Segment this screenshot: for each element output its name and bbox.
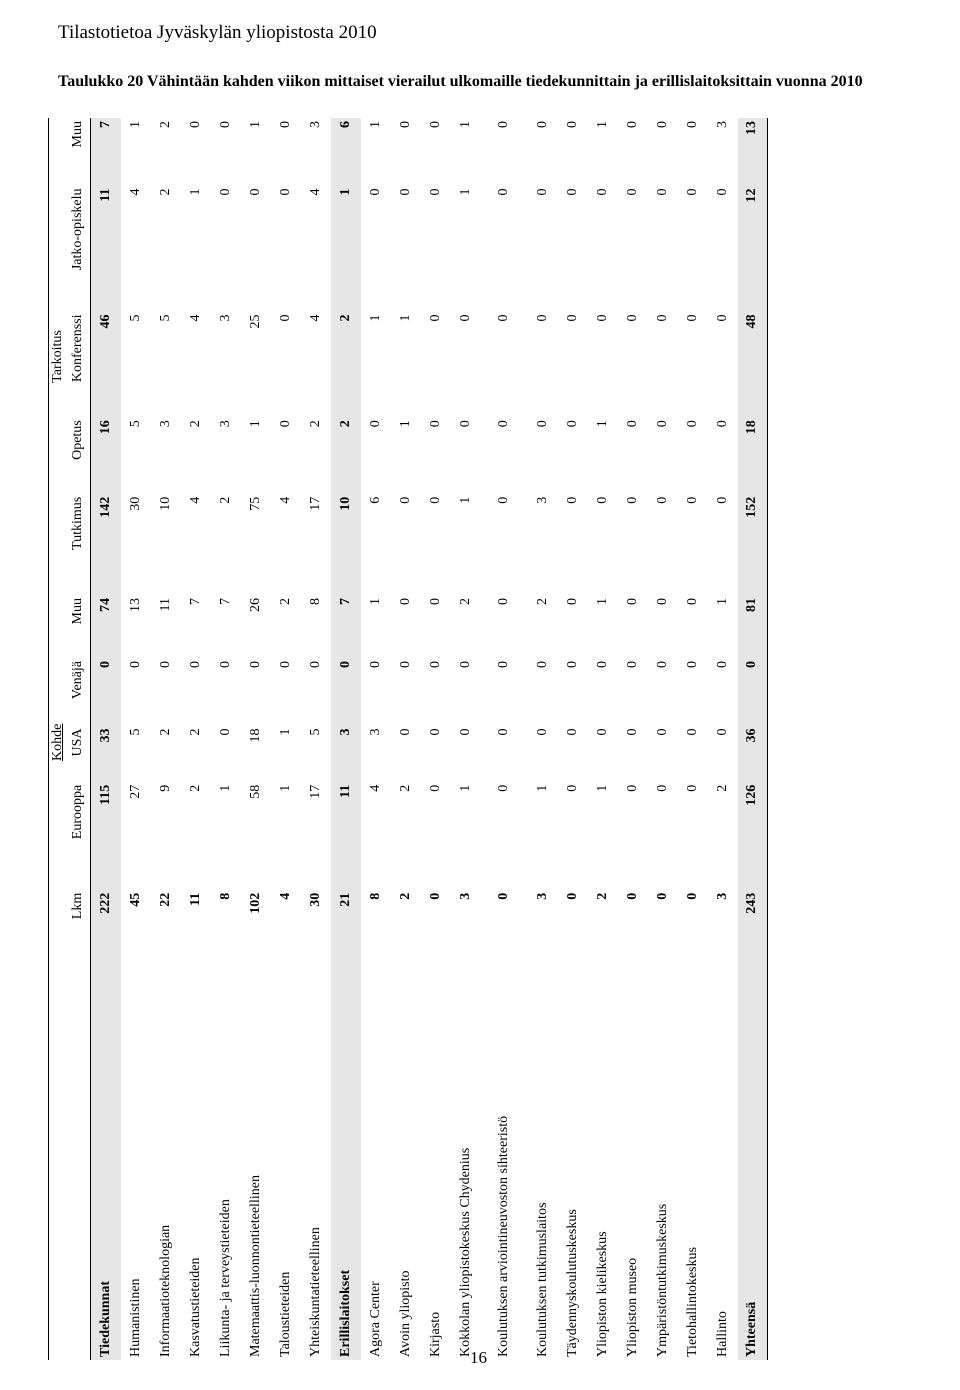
table-cell: 0: [217, 188, 233, 196]
column-header: USA: [66, 726, 91, 782]
table-cell: 2: [157, 728, 173, 736]
row-label: Ympäristöntutkimuskeskus: [654, 1203, 670, 1357]
table-cell: 6: [367, 496, 383, 504]
row-label: Taloustieteiden: [277, 1271, 293, 1357]
row-label: Kirjasto: [427, 1311, 443, 1357]
row-label: Kasvatustieteiden: [187, 1257, 203, 1357]
table-cell: 1: [367, 598, 383, 605]
table-cell: 2: [157, 188, 173, 196]
table-cell: 0: [397, 728, 413, 736]
table-cell: 0: [654, 420, 670, 428]
table-cell: 0: [496, 314, 511, 322]
table-cell: 0: [457, 728, 473, 736]
table-cell: 0: [714, 188, 730, 196]
table-cell: 2: [331, 417, 361, 494]
row-label: Yhteensä: [738, 951, 768, 1361]
table-cell: 0: [684, 314, 700, 322]
table-cell: 0: [654, 892, 670, 900]
table-cell: 16: [91, 417, 121, 494]
table-cell: 2: [714, 784, 730, 792]
table-cell: 3: [367, 728, 383, 736]
row-label: Humanistinen: [127, 1278, 143, 1357]
table-cell: 0: [624, 314, 640, 322]
column-header: Muu: [66, 595, 91, 658]
table-cell: 1: [187, 188, 203, 196]
table-cell: 1: [247, 121, 263, 128]
table-cell: 0: [564, 121, 580, 128]
table-cell: 0: [564, 728, 580, 736]
table-cell: 5: [127, 728, 143, 736]
table-cell: 0: [247, 188, 263, 196]
table-cell: 0: [594, 188, 610, 196]
table-cell: 5: [127, 314, 143, 322]
table-cell: 22: [157, 892, 173, 907]
table-cell: 115: [91, 782, 121, 890]
table-cell: 0: [534, 314, 550, 322]
table-cell: 33: [91, 726, 121, 782]
table-cell: 46: [91, 312, 121, 418]
table-cell: 0: [624, 784, 640, 792]
table-cell: 30: [307, 892, 323, 907]
table-cell: 81: [738, 595, 768, 658]
table-cell: 2: [457, 598, 473, 605]
total-row: [738, 118, 768, 1360]
table-cell: 45: [127, 892, 143, 907]
group-row: [91, 118, 121, 1360]
table-cell: 13: [127, 598, 143, 612]
table-cell: 1: [277, 784, 293, 792]
rotated-table-container: [48, 118, 808, 1360]
table-cell: 3: [331, 726, 361, 782]
table-cell: 0: [684, 496, 700, 504]
table-cell: 0: [684, 188, 700, 196]
table-cell: 0: [277, 121, 293, 128]
column-header: Venäjä: [66, 658, 91, 726]
table-cell: 11: [187, 892, 203, 906]
table-cell: 0: [91, 658, 121, 726]
table-cell: 0: [624, 598, 640, 605]
column-header-row: [66, 118, 91, 1360]
tarkoitus-header: Tarkoitus: [50, 330, 65, 383]
row-label: Erillislaitokset: [331, 951, 361, 1361]
row-label: Täydennyskoulutuskeskus: [564, 1209, 580, 1357]
table-cell: 0: [127, 661, 143, 668]
table-cell: 1: [714, 598, 730, 605]
table-cell: 0: [217, 728, 233, 736]
table-cell: 2: [397, 784, 413, 792]
column-header: Eurooppa: [66, 782, 91, 890]
table-cell: 4: [307, 314, 323, 322]
table-cell: 3: [457, 892, 473, 900]
table-cell: 0: [654, 314, 670, 322]
table-cell: 9: [157, 784, 173, 792]
table-cell: 3: [307, 121, 323, 128]
table-cell: 0: [564, 188, 580, 196]
table-row: [391, 118, 421, 1360]
table-cell: 0: [654, 784, 670, 792]
table-row: [678, 118, 708, 1360]
row-label: Hallinto: [714, 1311, 730, 1357]
table-cell: 0: [496, 728, 511, 736]
table-cell: 0: [654, 661, 670, 668]
table-cell: 0: [594, 496, 610, 504]
table-cell: 0: [427, 314, 443, 322]
table-cell: 0: [277, 661, 293, 668]
table-cell: 1: [367, 121, 383, 128]
table-cell: 0: [564, 314, 580, 322]
table-row: [151, 118, 181, 1360]
table-cell: 1: [217, 784, 233, 792]
table-cell: 0: [564, 598, 580, 605]
row-label: Avoin yliopisto: [397, 1270, 413, 1357]
table-cell: 18: [247, 728, 263, 743]
table-cell: 0: [714, 661, 730, 668]
table-cell: 0: [217, 121, 233, 128]
table-cell: 0: [564, 661, 580, 668]
table-cell: 0: [157, 661, 173, 668]
table-cell: 11: [157, 598, 173, 612]
table-cell: 0: [684, 598, 700, 605]
row-label: Koulutuksen tutkimuslaitos: [534, 1202, 550, 1357]
table-cell: 0: [307, 661, 323, 668]
column-header: Muu: [66, 118, 91, 186]
table-cell: 7: [217, 598, 233, 605]
table-cell: 3: [217, 314, 233, 322]
table-cell: 0: [277, 188, 293, 196]
table-cell: 4: [277, 496, 293, 504]
table-cell: 0: [534, 728, 550, 736]
table-cell: 0: [684, 784, 700, 792]
table-cell: 2: [187, 728, 203, 736]
table-cell: 0: [594, 728, 610, 736]
table-row: [481, 118, 528, 1360]
table-cell: 3: [714, 121, 730, 128]
table-row: [301, 118, 331, 1360]
table-row: [451, 118, 481, 1360]
table-cell: 0: [714, 728, 730, 736]
table-cell: 1: [367, 314, 383, 322]
table-cell: 10: [157, 496, 173, 511]
table-cell: 0: [534, 121, 550, 128]
table-cell: 0: [624, 121, 640, 128]
table-row: [181, 118, 211, 1360]
table-cell: 0: [427, 188, 443, 196]
table-cell: 4: [127, 188, 143, 196]
table-cell: 4: [277, 892, 293, 900]
table-cell: 17: [307, 496, 323, 511]
table-cell: 1: [594, 784, 610, 792]
table-cell: 13: [738, 118, 768, 186]
row-label: Yliopiston museo: [624, 1257, 640, 1357]
table-cell: 1: [397, 314, 413, 322]
table-cell: 0: [397, 188, 413, 196]
table-cell: 0: [397, 598, 413, 605]
table-cell: 3: [534, 496, 550, 504]
table-cell: 3: [157, 420, 173, 428]
row-label: Koulutuksen arviointineuvoston sihteeristö: [496, 1115, 511, 1357]
table-cell: 2: [277, 598, 293, 605]
table-cell: 0: [496, 598, 511, 605]
table-cell: 21: [331, 890, 361, 951]
table-cell: 0: [624, 420, 640, 428]
table-cell: 0: [684, 892, 700, 900]
table-cell: 102: [247, 892, 263, 914]
table-cell: 0: [187, 661, 203, 668]
table-cell: 0: [564, 420, 580, 428]
column-header: Tutkimus: [66, 494, 91, 595]
column-header: Opetus: [66, 417, 91, 494]
page-number: 16: [470, 1348, 487, 1367]
table-cell: 0: [624, 661, 640, 668]
table-cell: 0: [457, 661, 473, 668]
table-cell: 0: [594, 314, 610, 322]
table-cell: 2: [217, 496, 233, 504]
table-cell: 0: [187, 121, 203, 128]
table-cell: 0: [496, 496, 511, 504]
table-row: [588, 118, 618, 1360]
table-cell: 1: [594, 598, 610, 605]
table-cell: 243: [738, 890, 768, 951]
table-cell: 12: [738, 186, 768, 312]
table-cell: 8: [217, 892, 233, 900]
group-header-row: [48, 118, 66, 1360]
table-cell: 0: [427, 598, 443, 605]
row-label: Kokkolan yliopistokeskus Chydenius: [457, 1147, 473, 1357]
table-cell: 0: [564, 784, 580, 792]
table-cell: 0: [624, 892, 640, 900]
table-row: [618, 118, 648, 1360]
table-cell: 0: [427, 784, 443, 792]
table-row: [361, 118, 391, 1360]
table-cell: 5: [157, 314, 173, 322]
column-header: Lkm: [66, 890, 91, 951]
table-cell: 0: [654, 496, 670, 504]
table-cell: 0: [654, 598, 670, 605]
table-cell: 1: [127, 121, 143, 128]
table-row: [121, 118, 151, 1360]
table-cell: 7: [91, 118, 121, 186]
table-caption: Taulukko 20 Vähintään kahden viikon mittaiset vierailut ulkomaille tiedekunnittain ja erillislaitoksittain vuonna 2010: [58, 73, 863, 90]
table-cell: 2: [307, 420, 323, 428]
table-cell: 2: [534, 598, 550, 605]
table-cell: 17: [307, 784, 323, 799]
table-cell: 0: [427, 496, 443, 504]
table-cell: 1: [594, 121, 610, 128]
column-header: Konferenssi: [66, 312, 91, 418]
row-label: Yhteiskuntatieteellinen: [307, 1227, 323, 1357]
table-cell: 1: [594, 420, 610, 428]
table-cell: 0: [496, 121, 511, 128]
table-cell: 4: [187, 314, 203, 322]
table-cell: 1: [457, 188, 473, 196]
table-cell: 75: [247, 496, 263, 511]
row-label: Informaatioteknologian: [157, 1224, 173, 1357]
table-cell: 27: [127, 784, 143, 799]
kohde-header: Kohde: [50, 723, 65, 762]
group-row: [331, 118, 361, 1360]
row-label: Tiedekunnat: [91, 951, 121, 1361]
table-cell: 0: [738, 658, 768, 726]
table-cell: 0: [457, 420, 473, 428]
table-cell: 0: [684, 728, 700, 736]
table-cell: 0: [534, 661, 550, 668]
table-cell: 0: [684, 420, 700, 428]
table-cell: 1: [397, 420, 413, 428]
table-row: [421, 118, 451, 1360]
table-cell: 1: [457, 784, 473, 792]
table-cell: 36: [738, 726, 768, 782]
table-cell: 0: [397, 496, 413, 504]
table-cell: 0: [397, 661, 413, 668]
table-cell: 0: [427, 121, 443, 128]
table-cell: 0: [496, 420, 511, 428]
table-cell: 2: [331, 312, 361, 418]
table-cell: 11: [331, 782, 361, 890]
row-label: Liikunta- ja terveystieteiden: [217, 1199, 233, 1357]
page-header: Tilastotietoa Jyväskylän yliopistosta 2010: [58, 22, 377, 43]
table-cell: 3: [217, 420, 233, 428]
table-cell: 0: [496, 661, 511, 668]
table-cell: 0: [277, 420, 293, 428]
table-cell: 30: [127, 496, 143, 511]
table-cell: 8: [367, 892, 383, 900]
table-row: [241, 118, 271, 1360]
table-cell: 0: [624, 728, 640, 736]
table-cell: 0: [397, 121, 413, 128]
table-cell: 2: [157, 121, 173, 128]
table-cell: 1: [247, 420, 263, 428]
row-label: Tietohallintokeskus: [684, 1247, 700, 1357]
row-label: Agora Center: [367, 1281, 383, 1357]
table-cell: 5: [127, 420, 143, 428]
table-cell: 4: [307, 188, 323, 196]
table-cell: 25: [247, 314, 263, 329]
table-cell: 3: [534, 892, 550, 900]
table-cell: 26: [247, 598, 263, 612]
table-cell: 11: [91, 186, 121, 312]
table-cell: 5: [307, 728, 323, 736]
table-cell: 4: [187, 496, 203, 504]
table-cell: 58: [247, 784, 263, 799]
table-cell: 0: [496, 892, 511, 900]
table-cell: 1: [534, 784, 550, 792]
table-cell: 0: [217, 661, 233, 668]
table-cell: 74: [91, 595, 121, 658]
table-cell: 0: [331, 658, 361, 726]
table-cell: 18: [738, 417, 768, 494]
table-cell: 0: [714, 420, 730, 428]
table-cell: 0: [654, 188, 670, 196]
row-label: Matemaattis-luonnontieteellinen: [247, 1175, 263, 1357]
row-label: Yliopiston kielikeskus: [594, 1231, 610, 1357]
table-cell: 0: [427, 892, 443, 900]
table-cell: 152: [738, 494, 768, 595]
table-cell: 0: [534, 188, 550, 196]
table-cell: 6: [331, 118, 361, 186]
table-row: [708, 118, 738, 1360]
table-cell: 2: [594, 892, 610, 900]
table-cell: 7: [331, 595, 361, 658]
visits-table: [48, 118, 768, 1360]
table-cell: 0: [624, 496, 640, 504]
table-cell: 0: [684, 661, 700, 668]
table-cell: 222: [91, 890, 121, 951]
table-cell: 0: [496, 188, 511, 196]
column-header: Jatko-opiskelu: [66, 186, 91, 312]
table-cell: 0: [534, 420, 550, 428]
table-cell: 0: [594, 661, 610, 668]
table-cell: 4: [367, 784, 383, 792]
table-row: [211, 118, 241, 1360]
table-cell: 2: [187, 420, 203, 428]
table-row: [271, 118, 301, 1360]
table-cell: 1: [457, 496, 473, 504]
table-cell: 2: [187, 784, 203, 792]
table-cell: 0: [684, 121, 700, 128]
table-cell: 0: [564, 496, 580, 504]
table-cell: 0: [654, 728, 670, 736]
table-cell: 1: [457, 121, 473, 128]
table-cell: 8: [307, 598, 323, 605]
table-cell: 0: [367, 661, 383, 668]
table-cell: 142: [91, 494, 121, 595]
table-cell: 0: [496, 784, 511, 792]
table-cell: 0: [714, 314, 730, 322]
table-cell: 2: [397, 892, 413, 900]
table-cell: 1: [277, 728, 293, 736]
table-cell: 10: [331, 494, 361, 595]
table-cell: 0: [427, 661, 443, 668]
table-cell: 0: [624, 188, 640, 196]
table-cell: 0: [564, 892, 580, 900]
table-cell: 0: [457, 314, 473, 322]
table-cell: 0: [247, 661, 263, 668]
table-cell: 1: [331, 186, 361, 312]
table-body: [91, 118, 768, 1360]
table-row: [558, 118, 588, 1360]
table-cell: 0: [277, 314, 293, 322]
table-cell: 0: [427, 728, 443, 736]
table-cell: 0: [714, 496, 730, 504]
table-row: [528, 118, 558, 1360]
table-cell: 0: [654, 121, 670, 128]
table-cell: 126: [738, 782, 768, 890]
table-cell: 7: [187, 598, 203, 605]
table-cell: 3: [714, 892, 730, 900]
table-cell: 0: [367, 188, 383, 196]
table-row: [648, 118, 678, 1360]
table-cell: 48: [738, 312, 768, 418]
table-cell: 0: [427, 420, 443, 428]
table-cell: 0: [367, 420, 383, 428]
